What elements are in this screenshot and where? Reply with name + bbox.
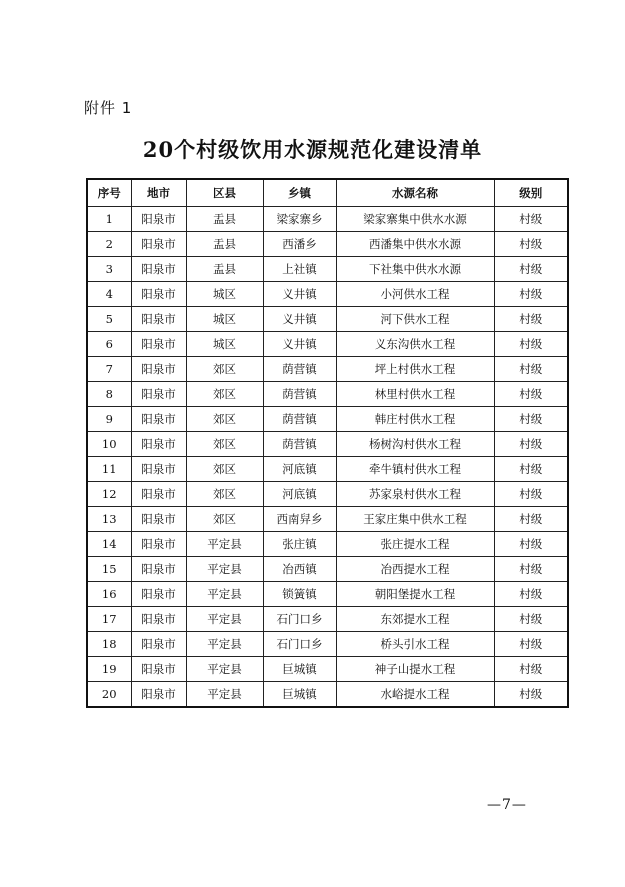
cell-city: 阳泉市 (131, 307, 186, 332)
cell-city: 阳泉市 (131, 557, 186, 582)
cell-level: 村级 (494, 457, 568, 482)
table-row (87, 557, 568, 582)
cell-township: 河底镇 (263, 482, 336, 507)
cell-source-name: 冶西提水工程 (336, 557, 494, 582)
cell-level: 村级 (494, 332, 568, 357)
cell-township: 冶西镇 (263, 557, 336, 582)
cell-township: 河底镇 (263, 457, 336, 482)
header-source-name: 水源名称 (336, 179, 494, 207)
cell-index: 14 (87, 532, 131, 557)
attachment-label: 附件 1 (84, 99, 133, 117)
cell-township: 义井镇 (263, 332, 336, 357)
cell-source-name: 王家庄集中供水工程 (336, 507, 494, 532)
cell-level: 村级 (494, 657, 568, 682)
cell-county: 平定县 (186, 557, 263, 582)
cell-index: 18 (87, 632, 131, 657)
cell-source-name: 林里村供水工程 (336, 382, 494, 407)
cell-level: 村级 (494, 507, 568, 532)
cell-city: 阳泉市 (131, 632, 186, 657)
cell-township: 西南舁乡 (263, 507, 336, 532)
table-row (87, 232, 568, 257)
table-row (87, 432, 568, 457)
cell-level: 村级 (494, 557, 568, 582)
cell-county: 郊区 (186, 457, 263, 482)
cell-index: 6 (87, 332, 131, 357)
cell-township: 巨城镇 (263, 682, 336, 708)
cell-township: 张庄镇 (263, 532, 336, 557)
cell-index: 15 (87, 557, 131, 582)
table-row (87, 657, 568, 682)
table-row (87, 332, 568, 357)
cell-level: 村级 (494, 432, 568, 457)
cell-source-name: 西潘集中供水水源 (336, 232, 494, 257)
cell-county: 郊区 (186, 357, 263, 382)
table-row (87, 582, 568, 607)
cell-township: 上社镇 (263, 257, 336, 282)
cell-city: 阳泉市 (131, 582, 186, 607)
table-row (87, 532, 568, 557)
cell-city: 阳泉市 (131, 682, 186, 708)
header-township: 乡镇 (263, 179, 336, 207)
cell-level: 村级 (494, 382, 568, 407)
cell-level: 村级 (494, 532, 568, 557)
cell-index: 13 (87, 507, 131, 532)
cell-level: 村级 (494, 257, 568, 282)
cell-county: 平定县 (186, 682, 263, 708)
cell-level: 村级 (494, 307, 568, 332)
cell-level: 村级 (494, 282, 568, 307)
table-row (87, 257, 568, 282)
cell-city: 阳泉市 (131, 507, 186, 532)
cell-level: 村级 (494, 682, 568, 708)
cell-index: 3 (87, 257, 131, 282)
cell-source-name: 神子山提水工程 (336, 657, 494, 682)
cell-city: 阳泉市 (131, 407, 186, 432)
cell-county: 城区 (186, 282, 263, 307)
cell-township: 义井镇 (263, 282, 336, 307)
table-row (87, 632, 568, 657)
cell-source-name: 朝阳堡提水工程 (336, 582, 494, 607)
table-row (87, 307, 568, 332)
cell-index: 8 (87, 382, 131, 407)
cell-index: 10 (87, 432, 131, 457)
cell-township: 荫营镇 (263, 407, 336, 432)
page-number: —7— (487, 797, 527, 813)
cell-county: 平定县 (186, 607, 263, 632)
cell-city: 阳泉市 (131, 382, 186, 407)
cell-source-name: 韩庄村供水工程 (336, 407, 494, 432)
cell-city: 阳泉市 (131, 332, 186, 357)
header-level: 级别 (494, 179, 568, 207)
cell-index: 16 (87, 582, 131, 607)
table-row (87, 407, 568, 432)
table-row (87, 682, 568, 708)
cell-index: 12 (87, 482, 131, 507)
cell-index: 9 (87, 407, 131, 432)
cell-level: 村级 (494, 482, 568, 507)
cell-township: 西潘乡 (263, 232, 336, 257)
cell-city: 阳泉市 (131, 532, 186, 557)
cell-source-name: 小河供水工程 (336, 282, 494, 307)
cell-county: 郊区 (186, 482, 263, 507)
table-row (87, 457, 568, 482)
cell-level: 村级 (494, 232, 568, 257)
cell-county: 盂县 (186, 232, 263, 257)
cell-index: 19 (87, 657, 131, 682)
header-index: 序号 (87, 179, 131, 207)
cell-city: 阳泉市 (131, 607, 186, 632)
cell-county: 平定县 (186, 657, 263, 682)
water-source-table (86, 178, 569, 708)
cell-township: 巨城镇 (263, 657, 336, 682)
cell-source-name: 梁家寨集中供水水源 (336, 207, 494, 232)
cell-county: 郊区 (186, 507, 263, 532)
cell-city: 阳泉市 (131, 257, 186, 282)
cell-index: 1 (87, 207, 131, 232)
cell-index: 11 (87, 457, 131, 482)
cell-county: 平定县 (186, 632, 263, 657)
cell-level: 村级 (494, 407, 568, 432)
cell-county: 盂县 (186, 257, 263, 282)
cell-city: 阳泉市 (131, 482, 186, 507)
table-row (87, 382, 568, 407)
cell-city: 阳泉市 (131, 232, 186, 257)
header-county: 区县 (186, 179, 263, 207)
table-row (87, 507, 568, 532)
cell-index: 4 (87, 282, 131, 307)
table-row (87, 207, 568, 232)
cell-county: 郊区 (186, 432, 263, 457)
cell-city: 阳泉市 (131, 357, 186, 382)
cell-source-name: 坪上村供水工程 (336, 357, 494, 382)
cell-township: 石门口乡 (263, 607, 336, 632)
cell-city: 阳泉市 (131, 282, 186, 307)
table-row (87, 282, 568, 307)
cell-city: 阳泉市 (131, 657, 186, 682)
cell-level: 村级 (494, 582, 568, 607)
cell-township: 荫营镇 (263, 357, 336, 382)
cell-county: 郊区 (186, 407, 263, 432)
cell-township: 荫营镇 (263, 432, 336, 457)
cell-index: 2 (87, 232, 131, 257)
cell-index: 5 (87, 307, 131, 332)
cell-township: 义井镇 (263, 307, 336, 332)
cell-source-name: 水峪提水工程 (336, 682, 494, 708)
cell-level: 村级 (494, 207, 568, 232)
cell-township: 石门口乡 (263, 632, 336, 657)
cell-index: 20 (87, 682, 131, 708)
cell-level: 村级 (494, 357, 568, 382)
cell-city: 阳泉市 (131, 457, 186, 482)
cell-source-name: 东郊提水工程 (336, 607, 494, 632)
cell-source-name: 牵牛镇村供水工程 (336, 457, 494, 482)
cell-township: 荫营镇 (263, 382, 336, 407)
cell-source-name: 苏家泉村供水工程 (336, 482, 494, 507)
cell-township: 梁家寨乡 (263, 207, 336, 232)
cell-source-name: 杨树沟村供水工程 (336, 432, 494, 457)
cell-source-name: 张庄提水工程 (336, 532, 494, 557)
cell-index: 7 (87, 357, 131, 382)
cell-county: 郊区 (186, 382, 263, 407)
cell-source-name: 河下供水工程 (336, 307, 494, 332)
cell-county: 城区 (186, 332, 263, 357)
table-header-row (87, 179, 568, 207)
table-row (87, 482, 568, 507)
header-city: 地市 (131, 179, 186, 207)
cell-source-name: 桥头引水工程 (336, 632, 494, 657)
cell-city: 阳泉市 (131, 207, 186, 232)
cell-level: 村级 (494, 632, 568, 657)
cell-level: 村级 (494, 607, 568, 632)
cell-source-name: 义东沟供水工程 (336, 332, 494, 357)
table-row (87, 607, 568, 632)
table-row (87, 357, 568, 382)
cell-county: 城区 (186, 307, 263, 332)
document-title: 20个村级饮用水源规范化建设清单 (142, 137, 483, 162)
cell-township: 锁簧镇 (263, 582, 336, 607)
cell-city: 阳泉市 (131, 432, 186, 457)
cell-county: 平定县 (186, 582, 263, 607)
cell-source-name: 下社集中供水水源 (336, 257, 494, 282)
cell-county: 平定县 (186, 532, 263, 557)
cell-county: 盂县 (186, 207, 263, 232)
cell-index: 17 (87, 607, 131, 632)
